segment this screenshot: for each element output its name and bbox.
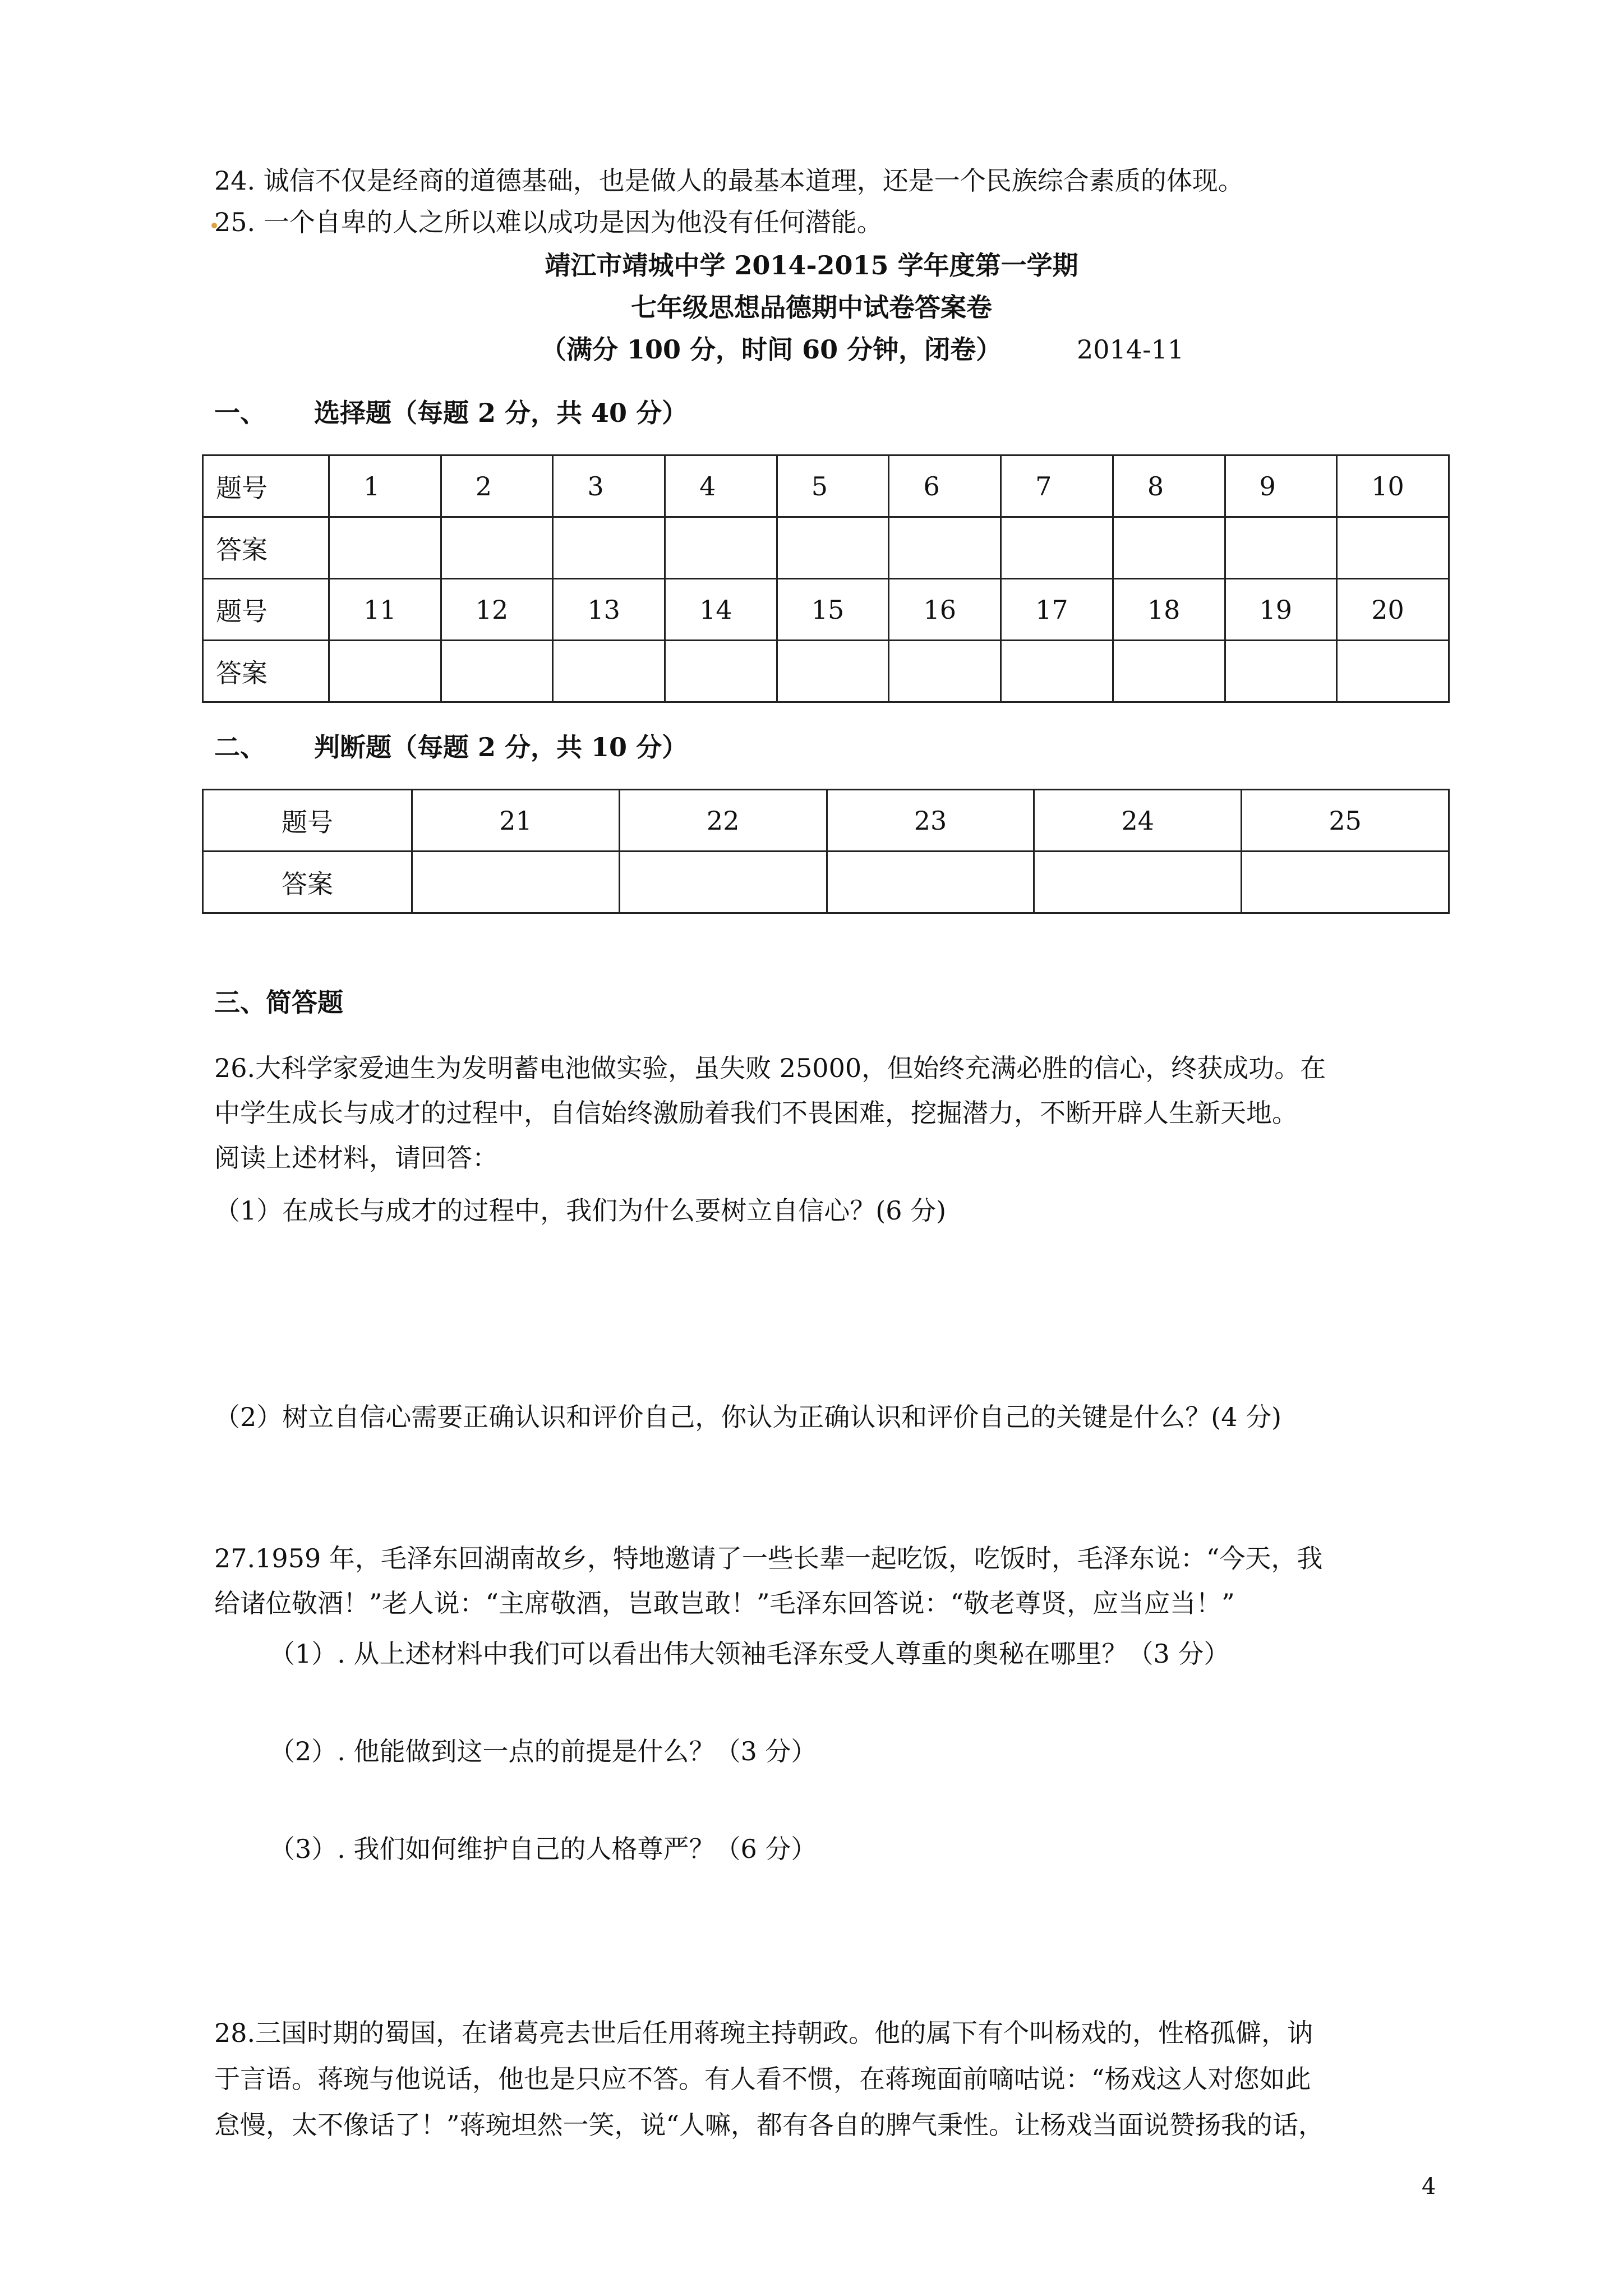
exam-info: （满分 100 分，时间 60 分钟，闭卷） (541, 334, 1002, 365)
answer-cell[interactable] (827, 852, 1034, 913)
row-label-number: 题号 (203, 579, 329, 641)
table-row (203, 579, 1449, 641)
question-number: 15 (777, 579, 889, 641)
question-number: 25 (1242, 790, 1449, 852)
answer-cell[interactable] (329, 641, 441, 702)
question-number: 5 (777, 455, 889, 517)
question-number: 10 (1337, 455, 1449, 517)
row-label-number: 题号 (203, 790, 412, 852)
page-number: 4 (1422, 2174, 1436, 2200)
row-label-number: 题号 (203, 455, 329, 517)
question-number: 20 (1337, 579, 1449, 641)
q26-text-line: 26.大科学家爱迪生为发明蓄电池做实验，虽失败 25000，但始终充满必胜的信心，终获成功。在 (214, 1053, 1326, 1083)
q28-text-line: 28.三国时期的蜀国，在诸葛亮去世后任用蒋琬主持朝政。他的属下有个叫杨戏的，性格孤僻，讷 (214, 2018, 1313, 2048)
table-row (203, 517, 1449, 579)
answer-cell[interactable] (553, 641, 665, 702)
answer-cell[interactable] (777, 517, 889, 579)
exam-title: 七年级思想品德期中试卷答案卷 (631, 292, 992, 323)
choice-answer-table (202, 454, 1450, 703)
q27-sub-question: （1）. 从上述材料中我们可以看出伟大领袖毛泽东受人尊重的奥秘在哪里？（3 分） (269, 1639, 1230, 1669)
q26-text-line: 中学生成长与成才的过程中，自信始终激励着我们不畏困难，挖掘潜力，不断开辟人生新天地。 (214, 1098, 1298, 1128)
question-number: 1 (329, 455, 441, 517)
question-number: 2 (441, 455, 553, 517)
answer-cell[interactable] (1001, 641, 1113, 702)
answer-cell[interactable] (619, 852, 827, 913)
answer-cell[interactable] (889, 641, 1001, 702)
question-number: 6 (889, 455, 1001, 517)
answer-cell[interactable] (553, 517, 665, 579)
row-label-answer: 答案 (203, 641, 329, 702)
section2-title: 判断题（每题 2 分，共 10 分） (314, 732, 688, 762)
q28-text-line: 怠慢，太不像话了！”蒋琬坦然一笑，说“人嘛，都有各自的脾气秉性。让杨戏当面说赞扬我的话， (214, 2110, 1325, 2140)
q25-statement: 25. 一个自卑的人之所以难以成功是因为他没有任何潜能。 (214, 207, 883, 237)
answer-cell[interactable] (777, 641, 889, 702)
school-title: 靖江市靖城中学 2014-2015 学年度第一学期 (545, 250, 1078, 280)
answer-cell[interactable] (665, 517, 777, 579)
table-row (203, 641, 1449, 702)
section1-index: 一、 (214, 398, 266, 428)
exam-date: 2014-11 (1077, 334, 1184, 365)
question-number: 7 (1001, 455, 1113, 517)
answer-cell[interactable] (665, 641, 777, 702)
question-number: 17 (1001, 579, 1113, 641)
section1-title: 选择题（每题 2 分，共 40 分） (314, 398, 688, 428)
q27-sub-question: （2）. 他能做到这一点的前提是什么？（3 分） (269, 1736, 817, 1766)
question-number: 18 (1113, 579, 1225, 641)
question-number: 21 (412, 790, 620, 852)
answer-cell[interactable] (441, 641, 553, 702)
question-number: 4 (665, 455, 777, 517)
answer-cell[interactable] (889, 517, 1001, 579)
table-row (203, 455, 1449, 517)
question-number: 3 (553, 455, 665, 517)
row-label-answer: 答案 (203, 852, 412, 913)
answer-cell[interactable] (412, 852, 620, 913)
answer-cell[interactable] (1242, 852, 1449, 913)
judgement-answer-table (202, 789, 1450, 914)
answer-cell[interactable] (1225, 641, 1337, 702)
q26-sub-question: （1）在成长与成才的过程中，我们为什么要树立自信心？(6 分) (214, 1195, 947, 1226)
question-number: 12 (441, 579, 553, 641)
question-number: 23 (827, 790, 1034, 852)
question-number: 16 (889, 579, 1001, 641)
question-number: 24 (1034, 790, 1242, 852)
question-number: 22 (619, 790, 827, 852)
q27-text-line: 27.1959 年，毛泽东回湖南故乡，特地邀请了一些长辈一起吃饭，吃饭时，毛泽东说：“今天，我 (214, 1543, 1323, 1573)
question-number: 13 (553, 579, 665, 641)
answer-cell[interactable] (1113, 641, 1225, 702)
answer-cell[interactable] (1113, 517, 1225, 579)
answer-cell[interactable] (1337, 641, 1449, 702)
answer-cell[interactable] (1225, 517, 1337, 579)
answer-cell[interactable] (1034, 852, 1242, 913)
q27-sub-question: （3）. 我们如何维护自己的人格尊严？（6 分） (269, 1834, 817, 1864)
q26-sub-question: （2）树立自信心需要正确认识和评价自己，你认为正确认识和评价自己的关键是什么？(4 分) (214, 1402, 1282, 1432)
table-row (203, 852, 1449, 913)
row-label-answer: 答案 (203, 517, 329, 579)
question-number: 9 (1225, 455, 1337, 517)
question-number: 8 (1113, 455, 1225, 517)
q26-text-line: 阅读上述材料，请回答： (214, 1143, 498, 1173)
answer-cell[interactable] (441, 517, 553, 579)
q28-text-line: 于言语。蒋琬与他说话，他也是只应不答。有人看不惯，在蒋琬面前嘀咕说：“杨戏这人对您如此 (214, 2064, 1311, 2094)
q27-text-line: 给诸位敬酒！”老人说：“主席敬酒，岂敢岂敢！”毛泽东回答说：“敬老尊贤，应当应当！” (214, 1588, 1235, 1618)
section2-index: 二、 (214, 732, 266, 762)
answer-cell[interactable] (1001, 517, 1113, 579)
answer-cell[interactable] (1337, 517, 1449, 579)
table-row (203, 790, 1449, 852)
section3-title: 三、简答题 (214, 987, 343, 1018)
answer-cell[interactable] (329, 517, 441, 579)
q24-statement: 24. 诚信不仅是经商的道德基础，也是做人的最基本道理，还是一个民族综合素质的体现。 (214, 165, 1244, 196)
question-number: 14 (665, 579, 777, 641)
question-number: 19 (1225, 579, 1337, 641)
question-number: 11 (329, 579, 441, 641)
